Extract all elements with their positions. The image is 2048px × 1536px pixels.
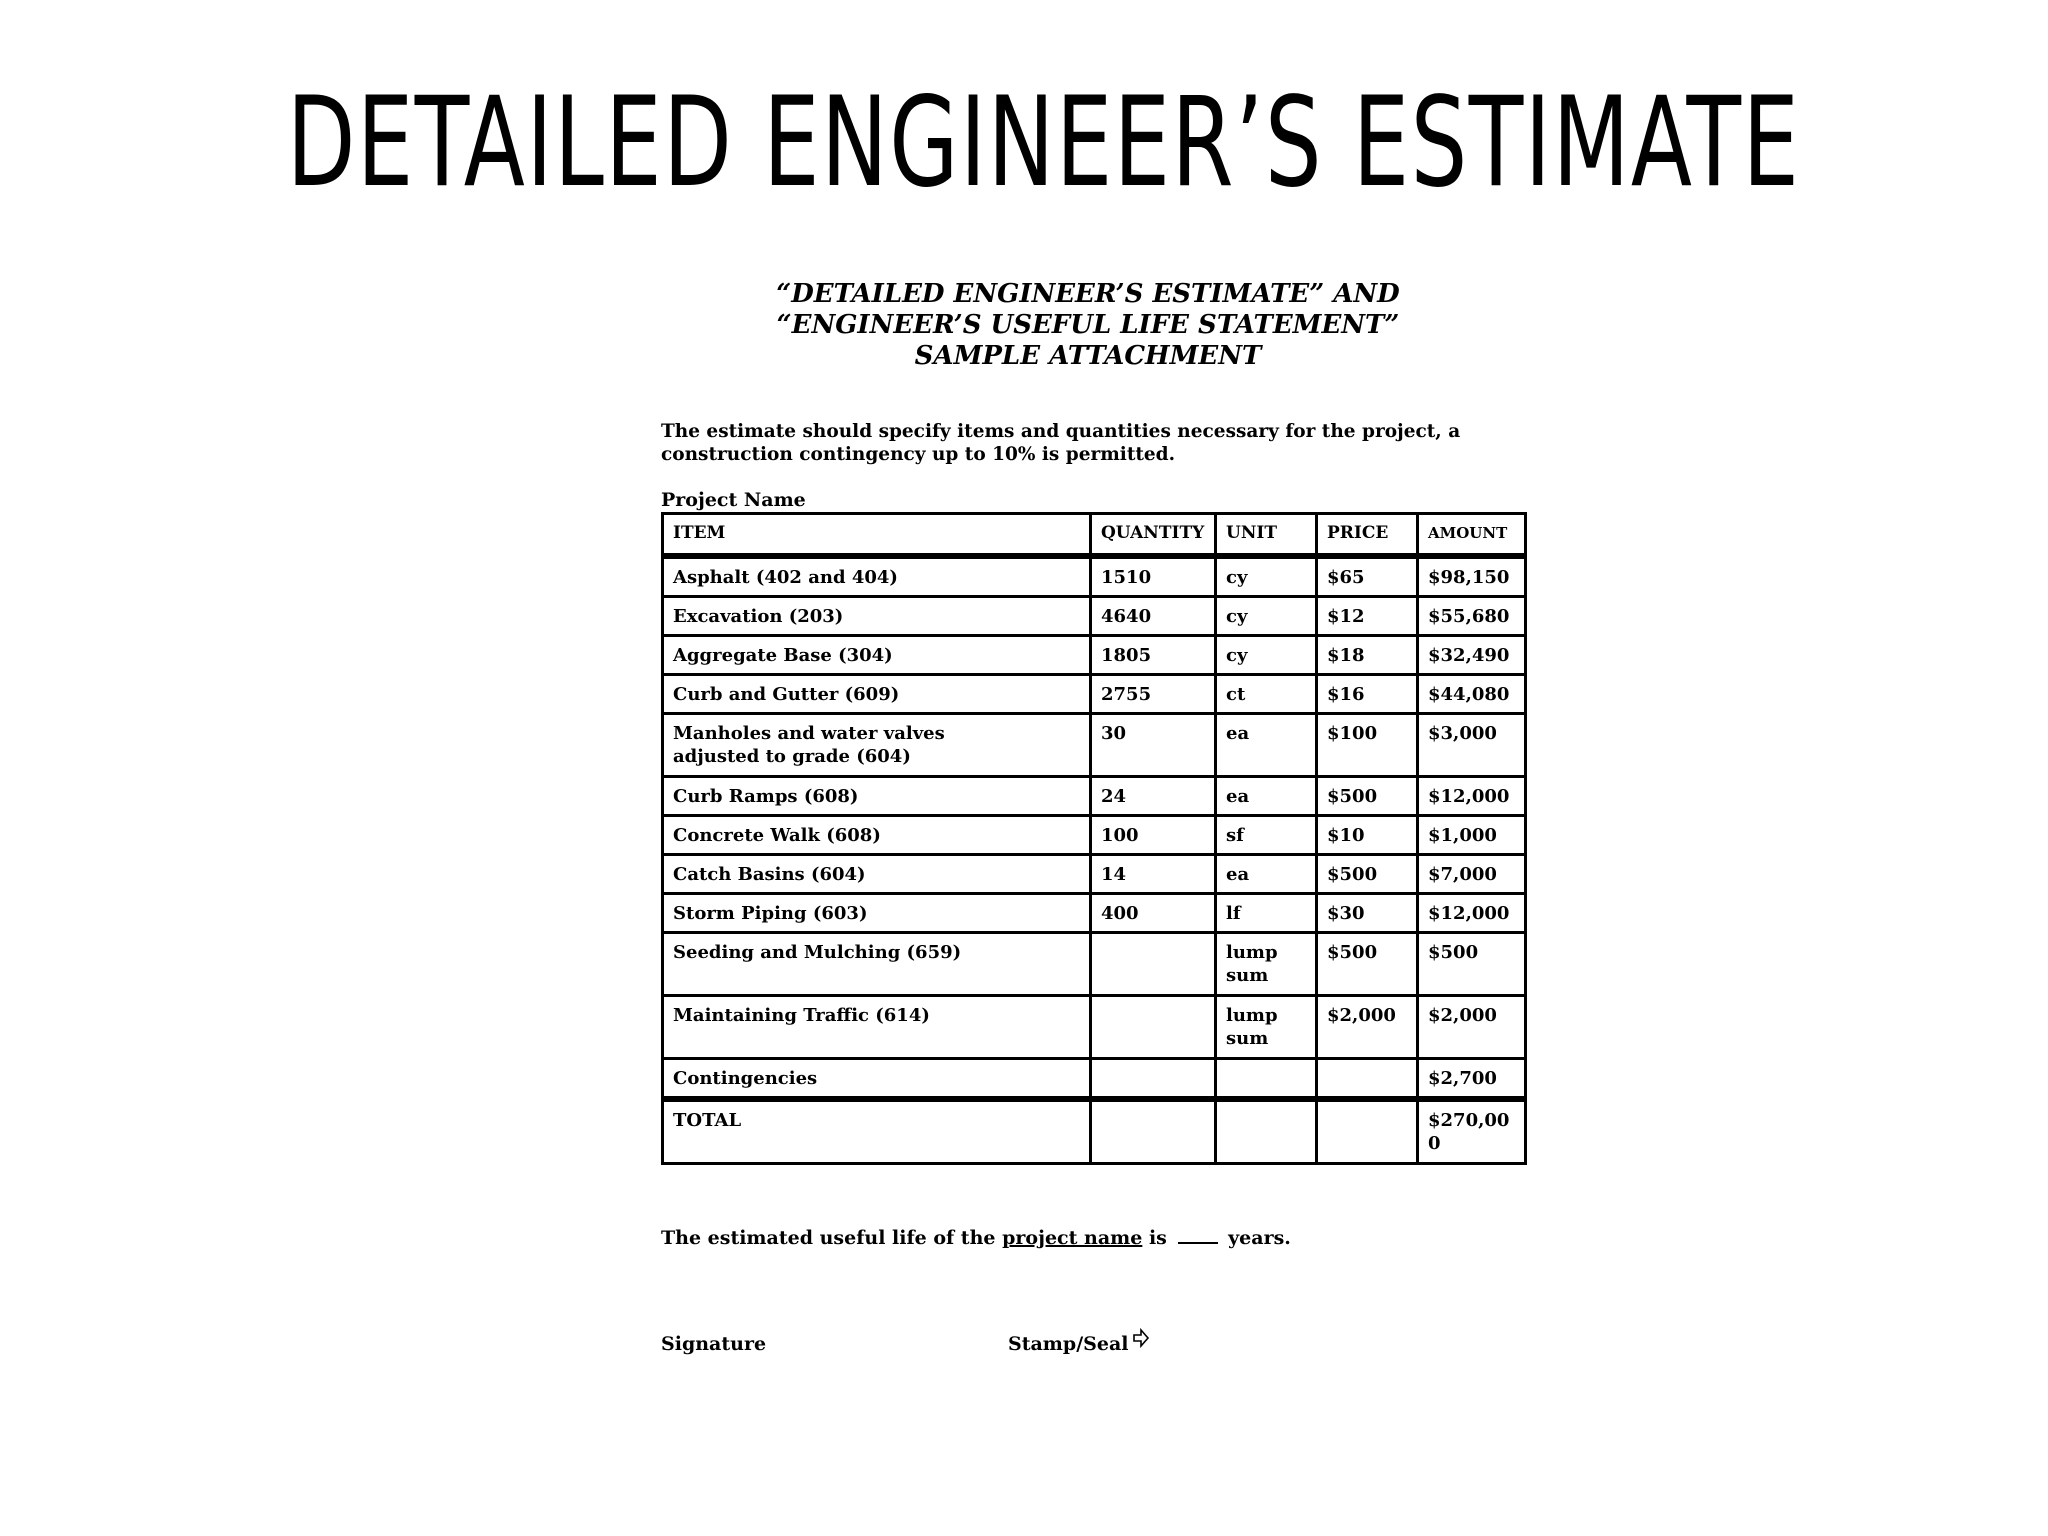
estimate-table bbox=[661, 512, 1527, 1165]
cell-amount: $44,080 bbox=[1418, 675, 1526, 714]
cell-amount: $500 bbox=[1418, 933, 1526, 996]
cell-item: Seeding and Mulching (659) bbox=[663, 933, 1091, 996]
cell-unit: cy bbox=[1216, 556, 1317, 597]
cell-amount: $2,700 bbox=[1418, 1059, 1526, 1100]
stamp-seal bbox=[1008, 1332, 1150, 1356]
cell-unit: ea bbox=[1216, 855, 1317, 894]
cell-unit bbox=[1216, 933, 1317, 996]
cell-quantity: 14 bbox=[1091, 855, 1216, 894]
cell-unit-line-2: sum bbox=[1226, 965, 1269, 986]
useful-life-suffix: years. bbox=[1228, 1227, 1291, 1249]
header-price: PRICE bbox=[1317, 514, 1418, 557]
cell-quantity bbox=[1091, 933, 1216, 996]
table-row bbox=[663, 1059, 1526, 1100]
cell-item bbox=[663, 714, 1091, 777]
cell-item: Curb Ramps (608) bbox=[663, 777, 1091, 816]
total-amount-line-2: 0 bbox=[1428, 1133, 1441, 1154]
cell-amount: $98,150 bbox=[1418, 556, 1526, 597]
cell-quantity: 1805 bbox=[1091, 636, 1216, 675]
useful-life-statement bbox=[661, 1226, 1291, 1250]
cell-unit bbox=[1216, 1059, 1317, 1100]
cell-item: Contingencies bbox=[663, 1059, 1091, 1100]
heading-line-3: SAMPLE ATTACHMENT bbox=[914, 341, 1262, 371]
cell-unit: ea bbox=[1216, 714, 1317, 777]
signature-label: Signature bbox=[661, 1333, 767, 1355]
total-row bbox=[663, 1099, 1526, 1164]
cell-item: Concrete Walk (608) bbox=[663, 816, 1091, 855]
table-row bbox=[663, 816, 1526, 855]
table-row bbox=[663, 675, 1526, 714]
project-name-label: Project Name bbox=[661, 489, 806, 511]
cell-price: $10 bbox=[1317, 816, 1418, 855]
heading-line-2: “ENGINEER’S USEFUL LIFE STATEMENT” bbox=[776, 310, 1400, 340]
table-row bbox=[663, 933, 1526, 996]
cell-amount: $12,000 bbox=[1418, 894, 1526, 933]
cell-item-line-1: Manholes and water valves bbox=[673, 723, 945, 744]
cell-item: Excavation (203) bbox=[663, 597, 1091, 636]
table-row bbox=[663, 855, 1526, 894]
cell-amount: $1,000 bbox=[1418, 816, 1526, 855]
useful-life-middle: is bbox=[1148, 1227, 1167, 1249]
table-row bbox=[663, 777, 1526, 816]
intro-line-1: The estimate should specify items and quantities necessary for the project, a bbox=[661, 421, 1461, 442]
table-row bbox=[663, 636, 1526, 675]
cell-item: Curb and Gutter (609) bbox=[663, 675, 1091, 714]
cell-unit-line-2: sum bbox=[1226, 1028, 1269, 1049]
cell-price: $500 bbox=[1317, 933, 1418, 996]
cell-amount: $55,680 bbox=[1418, 597, 1526, 636]
header-amount: AMOUNT bbox=[1418, 514, 1526, 557]
useful-life-project-name: project name bbox=[1002, 1227, 1143, 1249]
useful-life-prefix: The estimated useful life of the bbox=[661, 1227, 996, 1249]
cell-quantity: 100 bbox=[1091, 816, 1216, 855]
outline-arrow-right-icon bbox=[1132, 1328, 1150, 1348]
cell-unit: ct bbox=[1216, 675, 1317, 714]
cell-quantity: 400 bbox=[1091, 894, 1216, 933]
years-blank bbox=[1178, 1226, 1218, 1244]
cell-unit bbox=[1216, 996, 1317, 1059]
cell-price: $30 bbox=[1317, 894, 1418, 933]
cell-price bbox=[1317, 1059, 1418, 1100]
cell-unit: cy bbox=[1216, 636, 1317, 675]
cell-price: $100 bbox=[1317, 714, 1418, 777]
cell-price: $18 bbox=[1317, 636, 1418, 675]
cell-item: Storm Piping (603) bbox=[663, 894, 1091, 933]
cell-price: $16 bbox=[1317, 675, 1418, 714]
cell-unit: ea bbox=[1216, 777, 1317, 816]
table-row bbox=[663, 996, 1526, 1059]
cell-quantity: 24 bbox=[1091, 777, 1216, 816]
cell-item: Aggregate Base (304) bbox=[663, 636, 1091, 675]
total-amount-line-1: $270,00 bbox=[1428, 1110, 1510, 1131]
intro-line-2: construction contingency up to 10% is permitted. bbox=[661, 444, 1176, 465]
header-quantity: QUANTITY bbox=[1091, 514, 1216, 557]
cell-amount: $3,000 bbox=[1418, 714, 1526, 777]
cell-unit: lf bbox=[1216, 894, 1317, 933]
total-amount bbox=[1418, 1099, 1526, 1164]
cell-quantity: 30 bbox=[1091, 714, 1216, 777]
intro-paragraph bbox=[661, 420, 1561, 466]
cell-unit bbox=[1216, 1099, 1317, 1164]
table-row bbox=[663, 556, 1526, 597]
cell-amount: $12,000 bbox=[1418, 777, 1526, 816]
cell-unit-line-1: lump bbox=[1226, 1005, 1278, 1026]
header-item: ITEM bbox=[663, 514, 1091, 557]
cell-amount: $2,000 bbox=[1418, 996, 1526, 1059]
cell-price: $500 bbox=[1317, 855, 1418, 894]
table-header-row bbox=[663, 514, 1526, 557]
table-row bbox=[663, 597, 1526, 636]
cell-amount: $32,490 bbox=[1418, 636, 1526, 675]
cell-price: $2,000 bbox=[1317, 996, 1418, 1059]
total-label: TOTAL bbox=[663, 1099, 1091, 1164]
stamp-seal-label: Stamp/Seal bbox=[1008, 1333, 1129, 1355]
cell-item: Catch Basins (604) bbox=[663, 855, 1091, 894]
cell-unit: sf bbox=[1216, 816, 1317, 855]
cell-quantity: 2755 bbox=[1091, 675, 1216, 714]
slide-title: DETAILED ENGINEER’S ESTIMATE bbox=[286, 71, 1801, 215]
cell-price bbox=[1317, 1099, 1418, 1164]
cell-item: Maintaining Traffic (614) bbox=[663, 996, 1091, 1059]
cell-amount: $7,000 bbox=[1418, 855, 1526, 894]
heading-line-1: “DETAILED ENGINEER’S ESTIMATE” AND bbox=[776, 279, 1400, 309]
table-row bbox=[663, 714, 1526, 777]
cell-price: $12 bbox=[1317, 597, 1418, 636]
table-row bbox=[663, 894, 1526, 933]
cell-quantity bbox=[1091, 1059, 1216, 1100]
cell-price: $500 bbox=[1317, 777, 1418, 816]
cell-item: Asphalt (402 and 404) bbox=[663, 556, 1091, 597]
cell-item-line-2: adjusted to grade (604) bbox=[673, 746, 911, 767]
cell-unit-line-1: lump bbox=[1226, 942, 1278, 963]
cell-unit: cy bbox=[1216, 597, 1317, 636]
cell-quantity: 1510 bbox=[1091, 556, 1216, 597]
cell-quantity bbox=[1091, 1099, 1216, 1164]
cell-quantity: 4640 bbox=[1091, 597, 1216, 636]
cell-price: $65 bbox=[1317, 556, 1418, 597]
cell-quantity bbox=[1091, 996, 1216, 1059]
document-heading bbox=[0, 279, 2048, 372]
header-unit: UNIT bbox=[1216, 514, 1317, 557]
